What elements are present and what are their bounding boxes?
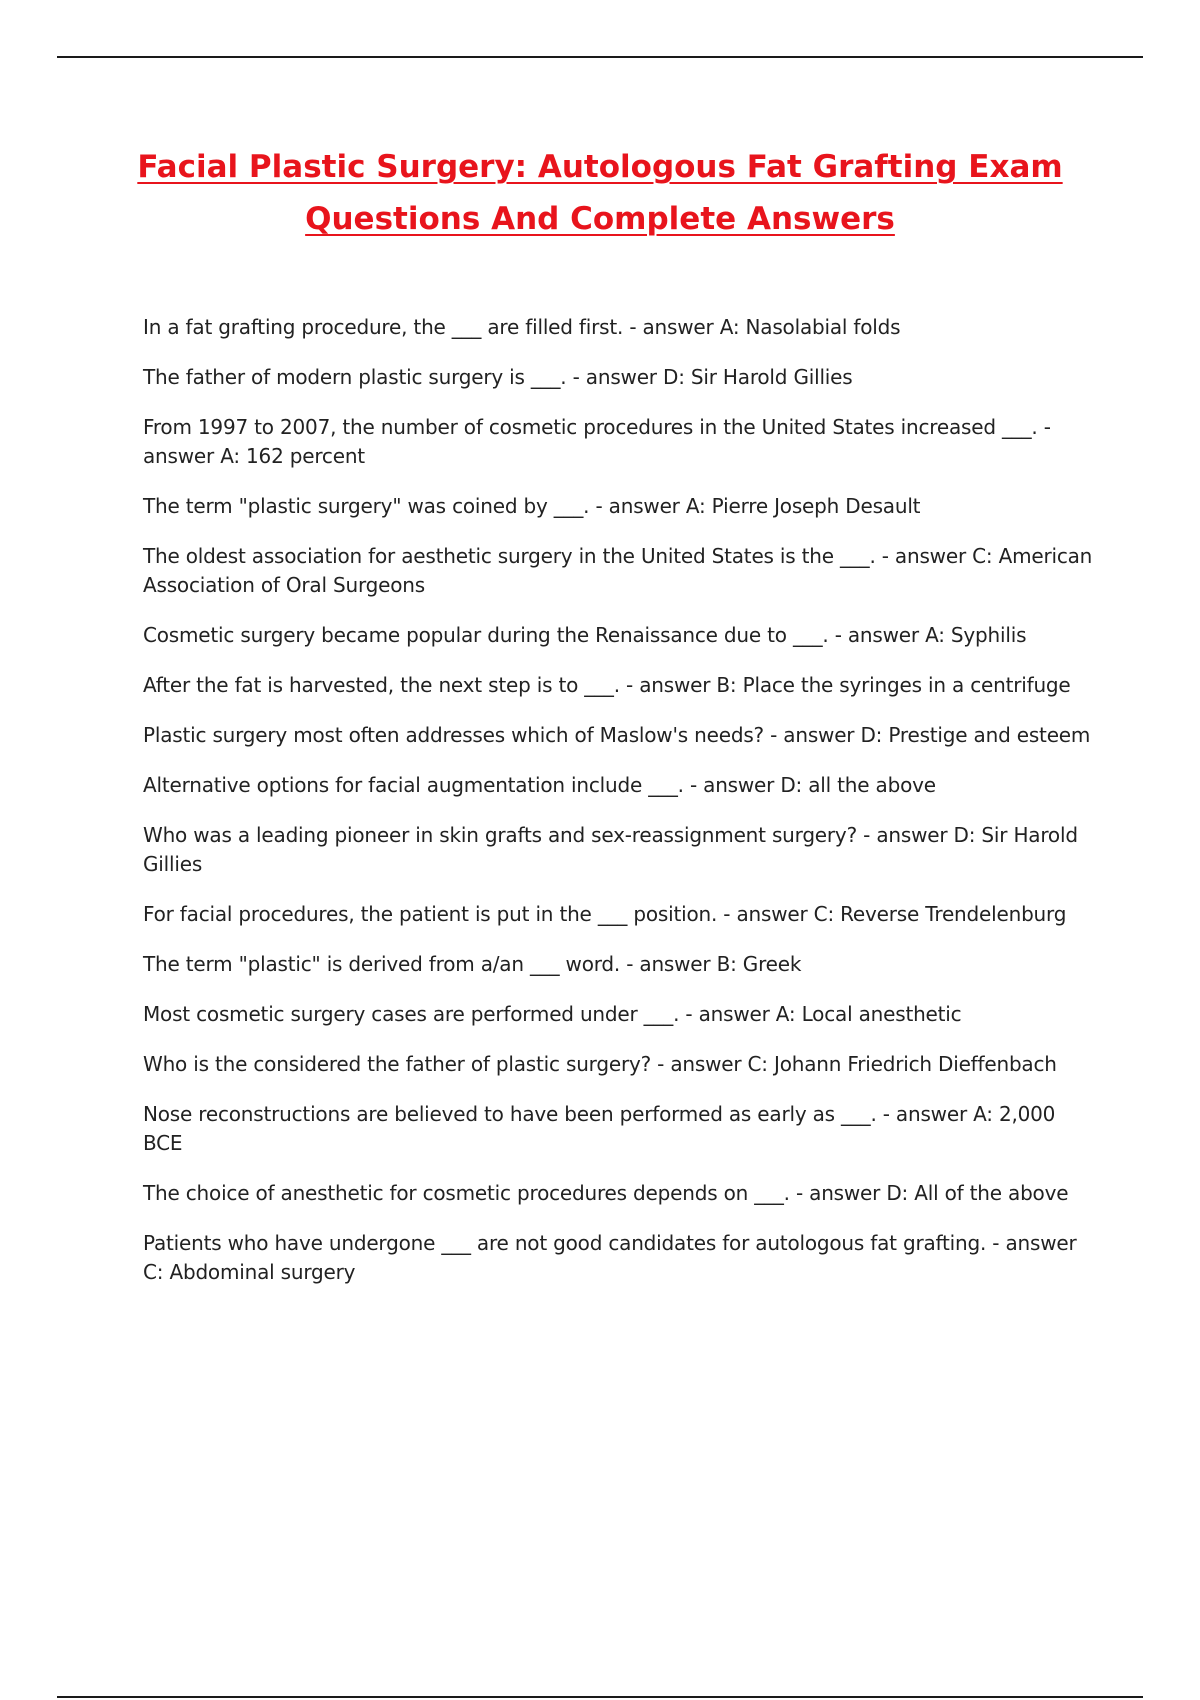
qa-item: Nose reconstructions are believed to have been performed as early as ___. - answer A: 2,000 BCE bbox=[143, 1102, 1056, 1155]
bottom-rule bbox=[57, 1696, 1143, 1698]
question-answer-list bbox=[143, 313, 1093, 1308]
qa-item: Who was a leading pioneer in skin grafts and sex-reassignment surgery? - answer D: Sir Harold Gillies bbox=[143, 823, 1078, 876]
document-title bbox=[0, 141, 1200, 245]
qa-item: After the fat is harvested, the next step is to ___. - answer B: Place the syringes in a centrifuge bbox=[143, 673, 1071, 697]
qa-item: Cosmetic surgery became popular during the Renaissance due to ___. - answer A: Syphilis bbox=[143, 623, 1027, 647]
qa-item: The father of modern plastic surgery is ___. - answer D: Sir Harold Gillies bbox=[143, 365, 853, 389]
top-rule bbox=[57, 56, 1143, 58]
qa-item: Plastic surgery most often addresses which of Maslow's needs? - answer D: Prestige and esteem bbox=[143, 723, 1091, 747]
qa-item: Patients who have undergone ___ are not good candidates for autologous fat grafting. - answer C: Abdominal surgery bbox=[143, 1231, 1077, 1284]
qa-item: The term "plastic surgery" was coined by ___. - answer A: Pierre Joseph Desault bbox=[143, 494, 921, 518]
qa-item: For facial procedures, the patient is put in the ___ position. - answer C: Reverse Trendelenburg bbox=[143, 902, 1067, 926]
qa-item: Most cosmetic surgery cases are performed under ___. - answer A: Local anesthetic bbox=[143, 1002, 962, 1026]
qa-item: In a fat grafting procedure, the ___ are filled first. - answer A: Nasolabial folds bbox=[143, 315, 901, 339]
qa-item: Alternative options for facial augmentation include ___. - answer D: all the above bbox=[143, 773, 936, 797]
title-line-2: Questions And Complete Answers bbox=[305, 201, 895, 237]
qa-item: Who is the considered the father of plastic surgery? - answer C: Johann Friedrich Dieffenbach bbox=[143, 1052, 1057, 1076]
title-line-1: Facial Plastic Surgery: Autologous Fat Grafting Exam bbox=[137, 149, 1063, 185]
qa-item: The choice of anesthetic for cosmetic procedures depends on ___. - answer D: All of the above bbox=[143, 1181, 1069, 1205]
qa-item: The oldest association for aesthetic surgery in the United States is the ___. - answer C: American Association of Oral Surgeons bbox=[143, 544, 1093, 597]
qa-item: From 1997 to 2007, the number of cosmetic procedures in the United States increased ___. - answer A: 162 percent bbox=[143, 415, 1051, 468]
qa-item: The term "plastic" is derived from a/an ___ word. - answer B: Greek bbox=[143, 952, 802, 976]
